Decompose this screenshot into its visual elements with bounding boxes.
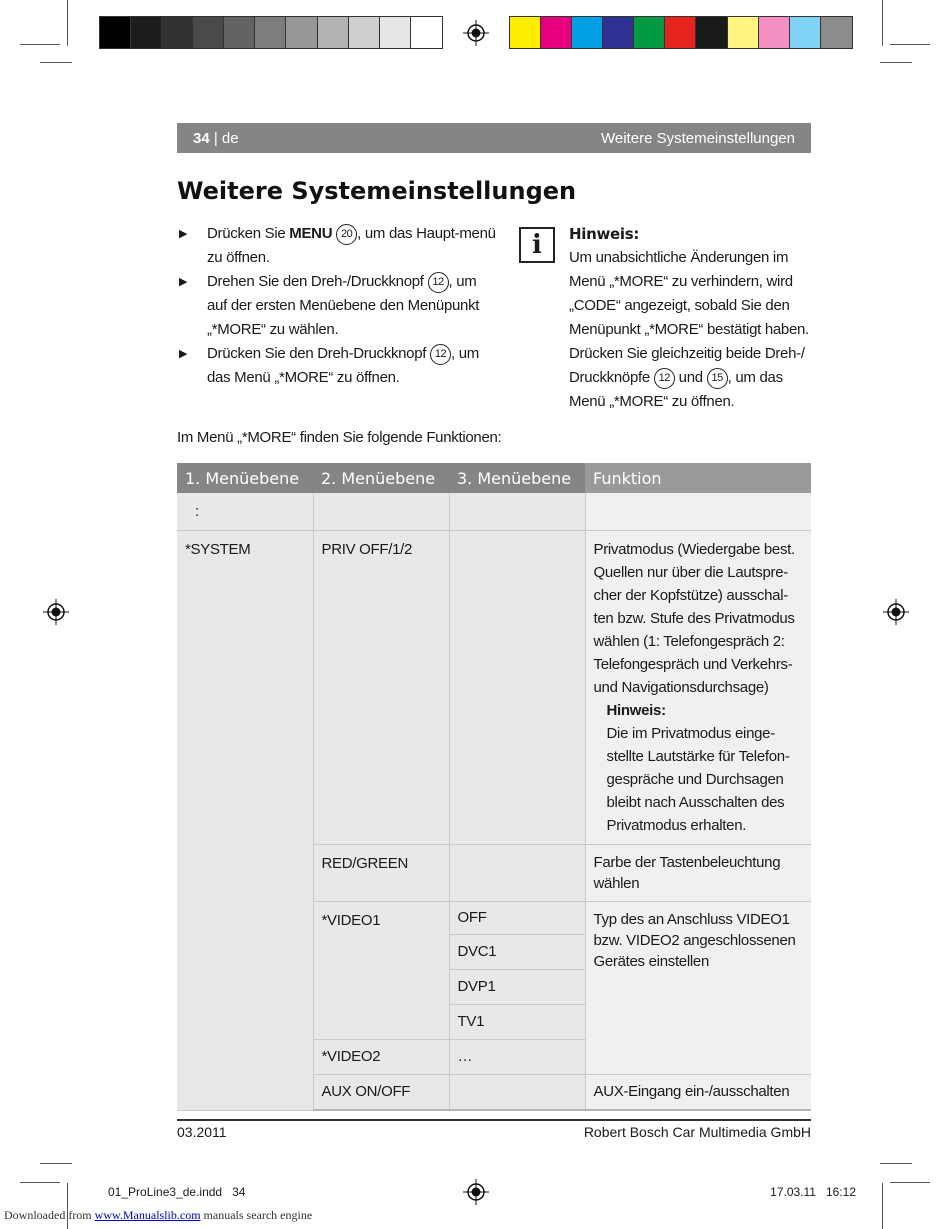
step-text: , um auf der ersten Menüebene den Menüpunkt „*MORE“ zu wählen.	[207, 273, 480, 338]
table-cell: DVC1	[449, 935, 585, 970]
table-cell	[449, 845, 585, 902]
step-text: Drücken Sie	[207, 225, 290, 242]
reference-number: 15	[707, 368, 728, 389]
note-text-part: Um unabsichtliche Änderungen im Menü „*MORE“ zu verhindern, wird „CODE“ angezeigt, sobald Sie den Menüpunkt „*MORE“ bestätigt haben. Drücken Sie gleichzeitig beide Dreh-/ Druckknöpfe	[569, 249, 809, 386]
color-swatch	[759, 17, 790, 48]
color-swatch	[541, 17, 572, 48]
table-cell	[449, 493, 585, 531]
table-cell: *VIDEO2	[313, 1040, 449, 1075]
download-notice	[4, 1208, 312, 1223]
color-swatch	[349, 17, 380, 48]
table-cell: DVP1	[449, 970, 585, 1005]
color-swatch	[790, 17, 821, 48]
note-text-part: und	[674, 369, 707, 386]
color-swatch	[510, 17, 541, 48]
registration-mark-icon	[463, 20, 489, 46]
download-prefix: Downloaded from	[4, 1208, 95, 1222]
reference-number: 20	[336, 224, 357, 245]
step-text: , um das Haupt-menü zu öffnen.	[207, 225, 496, 266]
table-cell: PRIV OFF/1/2	[313, 531, 449, 845]
color-swatch	[255, 17, 286, 48]
color-swatch	[728, 17, 759, 48]
table-cell	[585, 531, 811, 845]
table-cell: RED/GREEN	[313, 845, 449, 902]
table-cell: TV1	[449, 1005, 585, 1040]
crop-mark	[880, 1163, 912, 1164]
step-text: , um das Menü „*MORE“ zu öffnen.	[207, 345, 479, 386]
note-box	[569, 222, 814, 414]
color-swatch	[603, 17, 634, 48]
column-header: 2. Menüebene	[313, 463, 449, 493]
color-swatch	[193, 17, 224, 48]
step-text: Drücken Sie den Dreh-Druckknopf	[207, 345, 431, 362]
crop-mark	[20, 1182, 60, 1183]
crop-mark	[882, 0, 883, 46]
crop-mark	[40, 1163, 72, 1164]
color-swatch	[100, 17, 131, 48]
column-header: 3. Menüebene	[449, 463, 585, 493]
function-note	[594, 699, 804, 837]
color-swatch	[572, 17, 603, 48]
color-swatch	[318, 17, 349, 48]
footer-rule	[177, 1119, 811, 1121]
color-swatch	[696, 17, 727, 48]
language-code: | de	[213, 129, 239, 147]
crop-mark	[67, 0, 68, 46]
table-cell: *VIDEO1	[313, 902, 449, 1040]
instruction-step	[177, 342, 497, 390]
reference-number: 12	[430, 344, 451, 365]
column-header: 1. Menüebene	[177, 463, 313, 493]
color-swatch	[131, 17, 162, 48]
crop-mark	[882, 1183, 883, 1229]
table-cell	[449, 1075, 585, 1111]
color-swatch	[286, 17, 317, 48]
column-header: Funktion	[585, 463, 811, 493]
page-header	[177, 123, 811, 153]
color-swatch	[224, 17, 255, 48]
color-swatch	[665, 17, 696, 48]
table-cell: Typ des an Anschluss VIDEO1 bzw. VIDEO2 angeschlossenen Gerätes einstellen	[585, 902, 811, 1075]
function-table	[177, 463, 811, 1111]
crop-mark	[880, 62, 912, 63]
table-cell: AUX-Eingang ein-/ausschalten	[585, 1075, 811, 1111]
registration-mark-icon	[463, 1179, 489, 1205]
reference-number: 12	[654, 368, 675, 389]
table-cell	[177, 493, 313, 531]
table-intro: Im Menü „*MORE“ finden Sie folgende Funktionen:	[177, 429, 502, 446]
crop-mark	[890, 44, 930, 45]
color-bar	[509, 16, 853, 49]
instruction-step	[177, 222, 497, 270]
table-cell: Farbe der Tastenbeleuchtung wählen	[585, 845, 811, 902]
table-header-row	[177, 463, 811, 493]
step-text: Drehen Sie den Dreh-/Druckknopf	[207, 273, 428, 290]
crop-mark	[20, 44, 60, 45]
table-cell: OFF	[449, 902, 585, 935]
table-cell: …	[449, 1040, 585, 1075]
function-note-text: Die im Privatmodus einge-stellte Lautstärke für Telefon-gespräche und Durchsagen bleibt nach Ausschalten des Privatmodus erhalten.	[606, 725, 790, 834]
instruction-list	[177, 222, 497, 390]
color-swatch	[821, 17, 852, 48]
note-text-part: , um das Menü „*MORE“ zu öffnen.	[569, 369, 783, 410]
page-number-group	[193, 130, 239, 147]
table-cell	[585, 493, 811, 531]
footer-date: 03.2011	[177, 1124, 227, 1140]
slug-timestamp: 17.03.11 16:12	[770, 1185, 856, 1199]
registration-mark-icon	[43, 599, 69, 625]
page-number: 34	[193, 129, 210, 147]
note-heading: Hinweis:	[569, 225, 640, 243]
ellipsis-marker: :	[195, 503, 199, 520]
table-cell: *SYSTEM	[177, 531, 313, 1111]
menu-key-label: MENU	[289, 225, 333, 242]
download-suffix: manuals search engine	[200, 1208, 313, 1222]
slug-file: 01_ProLine3_de.indd 34	[108, 1185, 246, 1199]
registration-mark-icon	[883, 599, 909, 625]
table-row	[177, 531, 811, 845]
color-swatch	[162, 17, 193, 48]
table-cell	[449, 531, 585, 845]
table-cell: AUX ON/OFF	[313, 1075, 449, 1111]
page-title: Weitere Systemeinstellungen	[177, 177, 577, 205]
color-swatch	[411, 17, 442, 48]
color-swatch	[380, 17, 411, 48]
color-swatch	[634, 17, 665, 48]
instruction-step	[177, 270, 497, 342]
crop-mark	[890, 1182, 930, 1183]
crop-mark	[40, 62, 72, 63]
function-note-heading: Hinweis:	[606, 702, 666, 719]
manualslib-link[interactable]: www.Manualslib.com	[94, 1208, 201, 1222]
table-row	[177, 493, 811, 531]
reference-number: 12	[428, 272, 449, 293]
note-text	[569, 246, 814, 414]
grayscale-bar	[99, 16, 443, 49]
table-cell	[313, 493, 449, 531]
function-description: Privatmodus (Wiedergabe best. Quellen nur über die Lautspre-cher der Kopfstütze) ausschal-ten bzw. Stufe des Privatmodus wählen (1: Telefongespräch 2: Telefongespräch und Verkehrs-und Navigationsdurchsage)	[593, 541, 795, 696]
footer-company: Robert Bosch Car Multimedia GmbH	[583, 1124, 811, 1140]
section-title: Weitere Systemeinstellungen	[601, 129, 795, 147]
info-icon: i	[519, 227, 555, 263]
